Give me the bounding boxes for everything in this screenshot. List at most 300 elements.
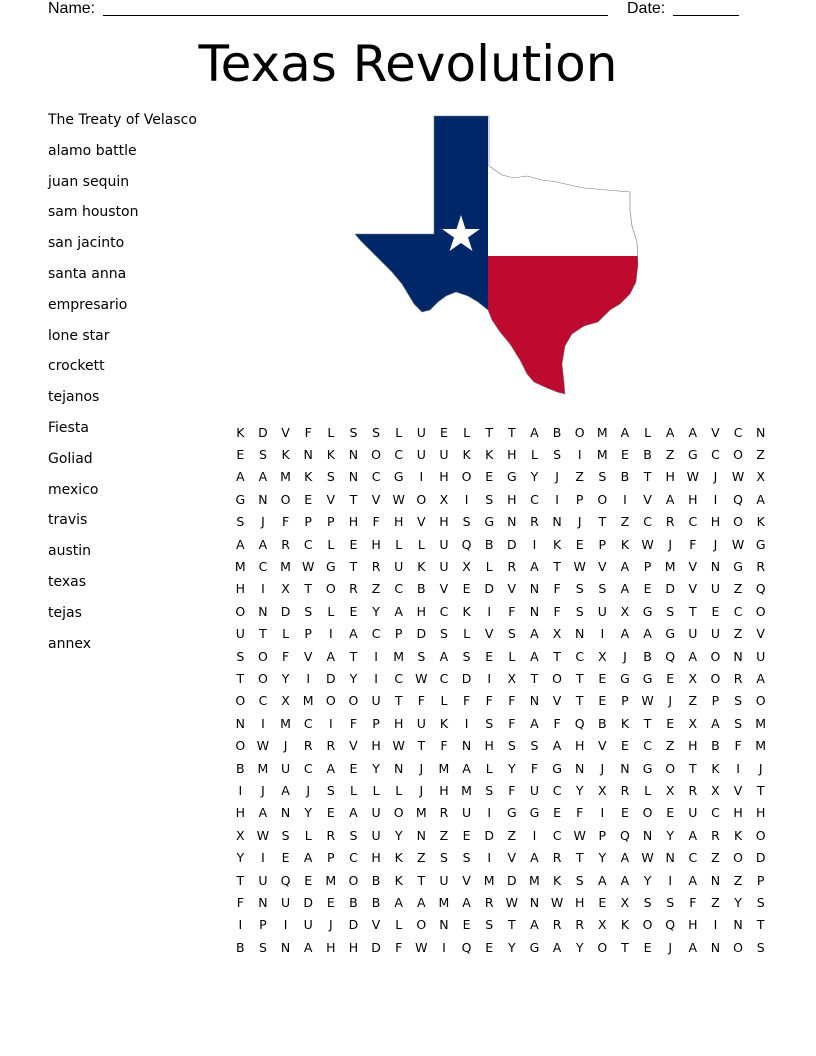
grid-letter[interactable]: S — [756, 894, 765, 910]
grid-letter[interactable]: M — [664, 559, 676, 575]
grid-letter[interactable]: A — [439, 648, 449, 664]
grid-letter[interactable]: M — [438, 760, 450, 776]
grid-letter[interactable]: D — [506, 536, 517, 552]
grid-letter[interactable]: U — [439, 536, 449, 552]
grid-letter[interactable]: W — [256, 738, 270, 754]
grid-letter[interactable]: I — [487, 603, 492, 619]
grid-letter[interactable]: A — [349, 805, 358, 821]
grid-letter[interactable]: K — [417, 559, 426, 575]
grid-letter[interactable]: O — [710, 648, 721, 664]
grid-letter[interactable]: P — [621, 693, 629, 709]
grid-letter[interactable]: V — [484, 626, 494, 642]
grid-letter[interactable]: I — [328, 715, 333, 731]
grid-letter[interactable]: Q — [461, 939, 472, 955]
grid-letter[interactable]: O — [642, 805, 653, 821]
grid-letter[interactable]: Z — [507, 827, 517, 843]
grid-letter[interactable]: P — [643, 559, 652, 575]
grid-letter[interactable]: P — [711, 693, 720, 709]
grid-letter[interactable]: V — [688, 581, 698, 597]
grid-letter[interactable]: L — [349, 782, 357, 798]
grid-letter[interactable]: A — [620, 581, 630, 597]
grid-letter[interactable]: F — [508, 715, 516, 731]
grid-letter[interactable]: X — [439, 491, 449, 507]
grid-letter[interactable]: E — [485, 648, 494, 664]
grid-letter[interactable]: O — [755, 827, 766, 843]
grid-letter[interactable]: Q — [461, 536, 472, 552]
grid-letter[interactable]: I — [577, 447, 582, 463]
grid-letter[interactable]: A — [620, 424, 630, 440]
grid-letter[interactable]: B — [598, 715, 607, 731]
grid-letter[interactable]: W — [641, 850, 654, 866]
grid-letter[interactable]: X — [688, 715, 698, 731]
grid-letter[interactable]: Y — [575, 939, 584, 955]
grid-letter[interactable]: H — [710, 514, 721, 530]
grid-letter[interactable]: H — [574, 738, 585, 754]
grid-letter[interactable]: T — [349, 648, 358, 664]
grid-letter[interactable]: A — [688, 939, 698, 955]
grid-letter[interactable]: D — [303, 894, 313, 910]
grid-letter[interactable]: Y — [304, 805, 312, 821]
grid-letter[interactable]: G — [506, 805, 517, 821]
grid-letter[interactable]: T — [598, 514, 607, 530]
grid-letter[interactable]: Q — [665, 917, 676, 933]
grid-letter[interactable]: O — [235, 738, 246, 754]
grid-letter[interactable]: B — [484, 536, 494, 552]
grid-letter[interactable]: V — [643, 491, 652, 507]
grid-letter[interactable]: C — [394, 581, 404, 597]
grid-letter[interactable]: E — [598, 670, 607, 686]
grid-letter[interactable]: E — [598, 894, 607, 910]
grid-letter[interactable]: J — [668, 939, 673, 955]
grid-letter[interactable]: K — [326, 447, 335, 463]
grid-letter[interactable]: C — [643, 738, 652, 754]
grid-letter[interactable]: C — [733, 603, 743, 619]
grid-letter[interactable]: L — [372, 782, 380, 798]
grid-letter[interactable]: Y — [507, 939, 516, 955]
grid-letter[interactable]: D — [755, 850, 766, 866]
grid-letter[interactable]: O — [597, 939, 608, 955]
grid-letter[interactable]: D — [348, 917, 359, 933]
grid-letter[interactable]: K — [439, 715, 449, 731]
grid-letter[interactable]: M — [755, 738, 767, 754]
grid-letter[interactable]: K — [394, 850, 403, 866]
grid-letter[interactable]: S — [643, 894, 652, 910]
grid-letter[interactable]: C — [303, 715, 313, 731]
grid-letter[interactable]: R — [688, 782, 698, 798]
grid-letter[interactable]: P — [394, 626, 403, 642]
grid-letter[interactable]: X — [598, 648, 607, 664]
grid-letter[interactable]: Z — [575, 469, 584, 485]
grid-letter[interactable]: W — [392, 738, 405, 754]
grid-letter[interactable]: E — [236, 447, 245, 463]
grid-letter[interactable]: S — [372, 424, 381, 440]
grid-letter[interactable]: W — [641, 536, 654, 552]
grid-letter[interactable]: C — [688, 850, 698, 866]
grid-letter[interactable]: O — [325, 693, 336, 709]
grid-letter[interactable]: S — [598, 469, 607, 485]
grid-letter[interactable]: O — [348, 693, 359, 709]
grid-letter[interactable]: V — [349, 738, 358, 754]
grid-letter[interactable]: M — [755, 715, 767, 731]
grid-letter[interactable]: Z — [371, 581, 381, 597]
grid-letter[interactable]: L — [327, 603, 335, 619]
grid-letter[interactable]: H — [348, 514, 359, 530]
grid-letter[interactable]: M — [596, 424, 608, 440]
grid-letter[interactable]: H — [235, 581, 246, 597]
grid-letter[interactable]: X — [507, 670, 517, 686]
grid-letter[interactable]: B — [643, 648, 652, 664]
grid-letter[interactable]: S — [485, 782, 494, 798]
grid-letter[interactable]: G — [642, 760, 653, 776]
grid-letter[interactable]: I — [419, 469, 424, 485]
grid-letter[interactable]: G — [552, 760, 562, 776]
grid-letter[interactable]: F — [349, 715, 358, 731]
grid-letter[interactable]: C — [303, 760, 313, 776]
grid-letter[interactable]: L — [485, 559, 493, 575]
grid-letter[interactable]: U — [688, 626, 698, 642]
grid-letter[interactable]: O — [642, 917, 653, 933]
grid-letter[interactable]: S — [326, 469, 335, 485]
grid-letter[interactable]: E — [485, 469, 494, 485]
grid-letter[interactable]: M — [596, 447, 608, 463]
grid-letter[interactable]: F — [576, 805, 584, 821]
grid-letter[interactable]: N — [575, 760, 585, 776]
grid-letter[interactable]: S — [734, 715, 743, 731]
grid-letter[interactable]: N — [348, 469, 359, 485]
grid-letter[interactable]: N — [710, 872, 721, 888]
grid-letter[interactable]: W — [573, 559, 586, 575]
grid-letter[interactable]: K — [620, 536, 630, 552]
grid-letter[interactable]: G — [325, 559, 336, 575]
grid-letter[interactable]: H — [755, 805, 766, 821]
grid-letter[interactable]: U — [416, 447, 426, 463]
grid-letter[interactable]: V — [371, 491, 381, 507]
grid-letter[interactable]: R — [733, 670, 743, 686]
grid-letter[interactable]: P — [259, 917, 267, 933]
grid-letter[interactable]: O — [733, 447, 743, 463]
grid-letter[interactable]: A — [236, 469, 245, 485]
grid-letter[interactable]: I — [442, 939, 446, 955]
grid-letter[interactable]: S — [575, 603, 584, 619]
grid-letter[interactable]: X — [598, 917, 607, 933]
grid-letter[interactable]: J — [577, 514, 582, 530]
grid-letter[interactable]: C — [394, 670, 404, 686]
grid-letter[interactable]: O — [755, 693, 766, 709]
grid-letter[interactable]: R — [530, 514, 539, 530]
grid-letter[interactable]: V — [326, 491, 336, 507]
grid-letter[interactable]: H — [574, 894, 585, 910]
grid-letter[interactable]: R — [665, 514, 675, 530]
grid-letter[interactable]: H — [688, 491, 698, 507]
grid-letter[interactable]: R — [552, 917, 562, 933]
grid-letter[interactable]: C — [258, 559, 268, 575]
grid-letter[interactable]: L — [508, 648, 516, 664]
grid-letter[interactable]: F — [508, 603, 516, 619]
grid-letter[interactable]: Z — [733, 626, 743, 642]
grid-letter[interactable]: C — [575, 648, 585, 664]
grid-letter[interactable]: W — [505, 894, 518, 910]
grid-letter[interactable]: X — [620, 603, 630, 619]
grid-letter[interactable]: V — [507, 850, 517, 866]
grid-letter[interactable]: I — [261, 850, 265, 866]
grid-letter[interactable]: I — [261, 581, 265, 597]
grid-letter[interactable]: S — [734, 693, 743, 709]
grid-letter[interactable]: N — [507, 514, 517, 530]
grid-letter[interactable]: W — [415, 939, 428, 955]
grid-letter[interactable]: V — [711, 424, 720, 440]
grid-letter[interactable]: E — [326, 894, 335, 910]
grid-letter[interactable]: S — [507, 738, 516, 754]
grid-letter[interactable]: J — [306, 782, 311, 798]
grid-letter[interactable]: X — [462, 559, 471, 575]
grid-letter[interactable]: G — [665, 626, 676, 642]
grid-letter[interactable]: I — [238, 782, 243, 798]
grid-letter[interactable]: R — [756, 559, 766, 575]
grid-letter[interactable]: F — [372, 514, 380, 530]
grid-letter[interactable]: U — [303, 917, 313, 933]
grid-letter[interactable]: C — [371, 469, 381, 485]
grid-letter[interactable]: E — [620, 738, 629, 754]
grid-letter[interactable]: N — [258, 894, 268, 910]
grid-letter[interactable]: W — [415, 670, 428, 686]
grid-letter[interactable]: L — [417, 536, 425, 552]
grid-letter[interactable]: J — [555, 469, 559, 485]
grid-letter[interactable]: S — [598, 581, 607, 597]
grid-letter[interactable]: K — [236, 424, 245, 440]
grid-letter[interactable]: Z — [711, 850, 720, 866]
grid-letter[interactable]: S — [462, 648, 471, 664]
grid-letter[interactable]: A — [665, 424, 675, 440]
grid-letter[interactable]: P — [327, 514, 335, 530]
grid-letter[interactable]: O — [393, 805, 404, 821]
grid-letter[interactable]: Z — [620, 514, 630, 530]
grid-letter[interactable]: A — [756, 670, 765, 686]
grid-letter[interactable]: X — [236, 827, 245, 843]
grid-letter[interactable]: M — [280, 715, 291, 731]
grid-letter[interactable]: A — [530, 715, 539, 731]
grid-letter[interactable]: Y — [507, 760, 516, 776]
grid-letter[interactable]: E — [643, 581, 652, 597]
grid-letter[interactable]: K — [620, 917, 630, 933]
grid-letter[interactable]: L — [463, 626, 471, 642]
grid-letter[interactable]: S — [258, 447, 267, 463]
grid-letter[interactable]: L — [440, 693, 448, 709]
grid-letter[interactable]: O — [552, 670, 562, 686]
grid-letter[interactable]: A — [688, 827, 698, 843]
grid-letter[interactable]: H — [688, 917, 698, 933]
grid-letter[interactable]: O — [235, 603, 246, 619]
grid-letter[interactable]: T — [417, 738, 426, 754]
grid-letter[interactable]: N — [575, 626, 585, 642]
grid-letter[interactable]: F — [304, 424, 312, 440]
grid-letter[interactable]: O — [325, 581, 336, 597]
grid-letter[interactable]: C — [688, 514, 698, 530]
grid-letter[interactable]: T — [507, 424, 516, 440]
grid-letter[interactable]: Z — [711, 894, 720, 910]
grid-letter[interactable]: A — [688, 648, 698, 664]
grid-letter[interactable]: T — [394, 693, 403, 709]
grid-letter[interactable]: J — [261, 514, 265, 530]
grid-letter[interactable]: N — [756, 424, 766, 440]
grid-letter[interactable]: W — [256, 827, 270, 843]
grid-letter[interactable]: S — [326, 782, 335, 798]
grid-letter[interactable]: P — [304, 514, 312, 530]
grid-letter[interactable]: S — [439, 626, 448, 642]
grid-letter[interactable]: V — [303, 648, 313, 664]
grid-letter[interactable]: M — [529, 872, 540, 888]
grid-letter[interactable]: O — [755, 603, 766, 619]
grid-letter[interactable]: W — [550, 894, 564, 910]
grid-letter[interactable]: S — [462, 850, 471, 866]
grid-letter[interactable]: V — [462, 872, 471, 888]
grid-letter[interactable]: K — [733, 827, 743, 843]
grid-letter[interactable]: B — [371, 872, 381, 888]
grid-letter[interactable]: D — [461, 670, 472, 686]
grid-letter[interactable]: S — [666, 894, 675, 910]
grid-letter[interactable]: V — [598, 738, 607, 754]
grid-letter[interactable]: J — [713, 469, 718, 485]
grid-letter[interactable]: C — [303, 536, 313, 552]
grid-letter[interactable]: B — [417, 581, 426, 597]
grid-letter[interactable]: N — [710, 939, 721, 955]
grid-letter[interactable]: N — [258, 603, 268, 619]
grid-letter[interactable]: E — [666, 805, 675, 821]
grid-letter[interactable]: K — [552, 536, 562, 552]
grid-letter[interactable]: R — [439, 805, 449, 821]
grid-letter[interactable]: U — [416, 424, 426, 440]
grid-letter[interactable]: T — [236, 670, 245, 686]
grid-letter[interactable]: I — [713, 491, 718, 507]
grid-letter[interactable]: F — [417, 693, 425, 709]
grid-letter[interactable]: J — [283, 738, 288, 754]
grid-letter[interactable]: W — [641, 693, 654, 709]
grid-letter[interactable]: D — [484, 827, 494, 843]
grid-letter[interactable]: B — [371, 894, 381, 910]
grid-letter[interactable]: U — [529, 782, 540, 798]
grid-letter[interactable]: N — [710, 559, 721, 575]
grid-letter[interactable]: G — [733, 559, 743, 575]
grid-letter[interactable]: A — [620, 559, 630, 575]
grid-letter[interactable]: L — [304, 827, 312, 843]
grid-letter[interactable]: S — [507, 626, 516, 642]
grid-letter[interactable]: O — [665, 760, 676, 776]
grid-letter[interactable]: Y — [530, 469, 539, 485]
grid-letter[interactable]: D — [665, 581, 675, 597]
grid-letter[interactable]: T — [756, 917, 765, 933]
grid-letter[interactable]: Z — [688, 693, 698, 709]
grid-letter[interactable]: H — [484, 738, 494, 754]
grid-letter[interactable]: A — [258, 805, 268, 821]
grid-letter[interactable]: A — [711, 715, 720, 731]
grid-letter[interactable]: O — [574, 424, 585, 440]
grid-letter[interactable]: I — [487, 850, 492, 866]
grid-letter[interactable]: Q — [280, 872, 291, 888]
grid-letter[interactable]: A — [530, 626, 539, 642]
grid-letter[interactable]: A — [552, 738, 562, 754]
grid-letter[interactable]: L — [282, 626, 290, 642]
grid-letter[interactable]: O — [416, 491, 427, 507]
grid-letter[interactable]: B — [552, 424, 562, 440]
grid-letter[interactable]: A — [303, 939, 313, 955]
grid-letter[interactable]: E — [349, 760, 358, 776]
grid-letter[interactable]: O — [733, 514, 743, 530]
grid-letter[interactable]: M — [325, 872, 337, 888]
grid-letter[interactable]: F — [530, 760, 539, 776]
grid-letter[interactable]: N — [461, 738, 472, 754]
grid-letter[interactable]: C — [552, 782, 562, 798]
grid-letter[interactable]: A — [281, 782, 290, 798]
grid-letter[interactable]: H — [733, 805, 743, 821]
grid-letter[interactable]: N — [529, 894, 540, 910]
grid-letter[interactable]: J — [623, 648, 627, 664]
grid-letter[interactable]: E — [620, 447, 629, 463]
grid-letter[interactable]: U — [371, 693, 381, 709]
grid-letter[interactable]: D — [484, 581, 494, 597]
grid-letter[interactable]: I — [261, 715, 265, 731]
grid-letter[interactable]: D — [325, 670, 336, 686]
grid-letter[interactable]: S — [485, 491, 494, 507]
grid-letter[interactable]: M — [438, 894, 450, 910]
grid-letter[interactable]: G — [642, 603, 653, 619]
grid-letter[interactable]: M — [257, 760, 269, 776]
grid-letter[interactable]: T — [575, 850, 584, 866]
grid-letter[interactable]: E — [304, 872, 313, 888]
grid-letter[interactable]: C — [349, 850, 358, 866]
grid-letter[interactable]: D — [280, 603, 291, 619]
grid-letter[interactable]: I — [238, 917, 243, 933]
grid-letter[interactable]: O — [710, 670, 721, 686]
grid-letter[interactable]: O — [733, 850, 743, 866]
grid-letter[interactable]: E — [462, 827, 471, 843]
grid-letter[interactable]: K — [304, 469, 313, 485]
grid-letter[interactable]: F — [508, 693, 516, 709]
grid-letter[interactable]: P — [598, 536, 607, 552]
grid-letter[interactable]: C — [643, 514, 652, 530]
grid-letter[interactable]: I — [532, 536, 537, 552]
grid-letter[interactable]: F — [462, 693, 471, 709]
grid-letter[interactable]: B — [711, 738, 720, 754]
grid-letter[interactable]: T — [756, 782, 765, 798]
grid-letter[interactable]: M — [483, 872, 495, 888]
grid-letter[interactable]: A — [756, 491, 765, 507]
grid-letter[interactable]: T — [688, 603, 697, 619]
grid-letter[interactable]: U — [710, 626, 721, 642]
grid-letter[interactable]: U — [756, 648, 766, 664]
grid-letter[interactable]: Q — [574, 715, 585, 731]
grid-letter[interactable]: N — [733, 917, 743, 933]
grid-letter[interactable]: N — [529, 581, 540, 597]
grid-letter[interactable]: E — [462, 581, 471, 597]
grid-letter[interactable]: I — [328, 626, 333, 642]
grid-letter[interactable]: V — [281, 424, 290, 440]
grid-letter[interactable]: J — [419, 782, 424, 798]
grid-letter[interactable]: F — [508, 782, 516, 798]
grid-letter[interactable]: I — [555, 491, 559, 507]
grid-letter[interactable]: L — [463, 424, 471, 440]
grid-letter[interactable]: R — [711, 827, 720, 843]
grid-letter[interactable]: T — [575, 670, 584, 686]
grid-letter[interactable]: B — [643, 447, 652, 463]
grid-letter[interactable]: Z — [417, 850, 426, 866]
grid-letter[interactable]: G — [642, 670, 653, 686]
grid-letter[interactable]: V — [371, 917, 381, 933]
grid-letter[interactable]: N — [348, 447, 359, 463]
grid-letter[interactable]: H — [393, 715, 404, 731]
grid-letter[interactable]: C — [371, 626, 381, 642]
grid-letter[interactable]: X — [756, 469, 765, 485]
grid-letter[interactable]: Y — [575, 782, 584, 798]
grid-letter[interactable]: F — [553, 581, 561, 597]
